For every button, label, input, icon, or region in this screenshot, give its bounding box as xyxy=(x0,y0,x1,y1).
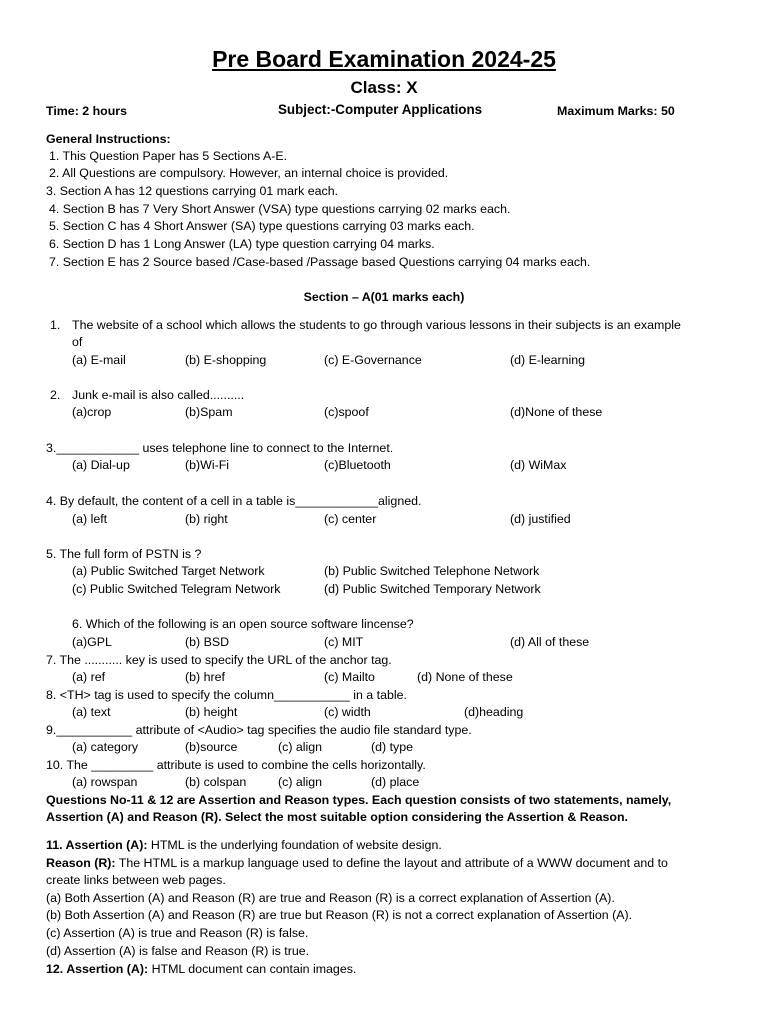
subject-label: Subject:-Computer Applications xyxy=(278,102,483,117)
option: (a) rowspan xyxy=(72,775,138,789)
option: (b)Spam xyxy=(185,405,233,419)
question-number: 1. xyxy=(50,318,61,332)
option: (b) Public Switched Telephone Network xyxy=(324,564,540,578)
option: (c) width xyxy=(324,705,371,719)
option: (a) Both Assertion (A) and Reason (R) are true and Reason (R) is a correct explanation of Assertion (A). xyxy=(46,891,615,905)
question-text-continued: of xyxy=(72,335,83,349)
option: (c) Mailto xyxy=(324,670,375,684)
option: (b) BSD xyxy=(185,635,230,649)
option: (a) text xyxy=(72,705,111,719)
question-text: 5. The full form of PSTN is ? xyxy=(46,547,202,561)
class-label: Class: X xyxy=(350,78,418,97)
option: (a) ref xyxy=(72,670,106,684)
option: (a) Dial-up xyxy=(72,458,130,472)
option: (a)GPL xyxy=(72,635,112,649)
option: (d) Public Switched Temporary Network xyxy=(324,582,541,596)
option: (d) place xyxy=(371,775,420,789)
option: (d)None of these xyxy=(510,405,603,419)
option: (a) E-mail xyxy=(72,353,126,367)
option: (c) Public Switched Telegram Network xyxy=(72,582,281,596)
option: (c) Assertion (A) is true and Reason (R) is false. xyxy=(46,926,309,940)
question-text: The website of a school which allows the students to go through various lessons in their subjects is an example xyxy=(72,318,681,332)
option: (a) Public Switched Target Network xyxy=(72,564,265,578)
option: (d) All of these xyxy=(510,635,590,649)
q12-assertion-text: HTML document can contain images. xyxy=(148,962,357,976)
instruction-item: 5. Section C has 4 Short Answer (SA) type questions carrying 03 marks each. xyxy=(49,219,475,233)
option: (b) E-shopping xyxy=(185,353,267,367)
instruction-item: 3. Section A has 12 questions carrying 01 mark each. xyxy=(46,184,339,198)
time-label: Time: 2 hours xyxy=(46,104,128,118)
instructions-heading: General Instructions: xyxy=(46,132,171,146)
option: (c) center xyxy=(324,512,377,526)
assertion-instructions: Questions No-11 & 12 are Assertion and Reason types. Each question consists of two statements, namely, xyxy=(46,793,672,807)
assertion-instructions: Assertion (A) and Reason (R). Select the most suitable option considering the Assertion & Reason. xyxy=(46,810,628,824)
q11-assertion-label: 11. Assertion (A): xyxy=(46,838,148,852)
instruction-item: 6. Section D has 1 Long Answer (LA) type question carrying 04 marks. xyxy=(49,237,435,251)
question-text: 7. The ........... key is used to specify the URL of the anchor tag. xyxy=(46,653,392,667)
option: (d) None of these xyxy=(417,670,513,684)
q12-assertion xyxy=(46,961,356,977)
question-text: 6. Which of the following is an open source software lincense? xyxy=(72,617,414,631)
question-number: 2. xyxy=(50,388,61,402)
option: (b) right xyxy=(185,512,228,526)
q11-reason-continued: create links between web pages. xyxy=(46,873,226,887)
instruction-item: 7. Section E has 2 Source based /Case-based /Passage based Questions carrying 04 marks each. xyxy=(49,255,591,269)
option: (d) justified xyxy=(510,512,571,526)
option: (c)Bluetooth xyxy=(324,458,391,472)
instruction-item: 1. This Question Paper has 5 Sections A-E. xyxy=(49,149,288,163)
question-text: 3.____________ uses telephone line to connect to the Internet. xyxy=(46,441,394,455)
question-text: 9.___________ attribute of <Audio> tag specifies the audio file standard type. xyxy=(46,723,472,737)
option: (d) E-learning xyxy=(510,353,586,367)
option: (a) left xyxy=(72,512,108,526)
q11-assertion-text: HTML is the underlying foundation of website design. xyxy=(147,838,442,852)
q11-reason xyxy=(46,855,668,871)
question-text: 10. The _________ attribute is used to combine the cells horizontally. xyxy=(46,758,426,772)
option: (b) Both Assertion (A) and Reason (R) are true but Reason (R) is not a correct explanation of Assertion (A). xyxy=(46,908,633,922)
option: (b) href xyxy=(185,670,225,684)
option: (c)spoof xyxy=(324,405,369,419)
section-a-heading: Section – A(01 marks each) xyxy=(303,290,465,304)
option: (b) height xyxy=(185,705,238,719)
option: (b)source xyxy=(185,740,238,754)
q12-assertion-label: 12. Assertion (A): xyxy=(46,962,149,976)
option: (b) colspan xyxy=(185,775,247,789)
q11-reason-label: Reason (R): xyxy=(46,856,116,870)
option: (c) align xyxy=(278,775,323,789)
q11-reason-text: The HTML is a markup language used to define the layout and attribute of a WWW document and to xyxy=(115,856,668,870)
option: (a) category xyxy=(72,740,139,754)
question-text: 8. <TH> tag is used to specify the column___________ in a table. xyxy=(46,688,407,702)
instruction-item: 2. All Questions are compulsory. However, an internal choice is provided. xyxy=(49,166,449,180)
option: (c) MIT xyxy=(324,635,364,649)
option: (d) type xyxy=(371,740,414,754)
exam-title: Pre Board Examination 2024-25 xyxy=(212,46,556,72)
option: (d)heading xyxy=(464,705,524,719)
option: (d) WiMax xyxy=(510,458,567,472)
option: (c) align xyxy=(278,740,323,754)
option: (d) Assertion (A) is false and Reason (R) is true. xyxy=(46,944,310,958)
question-text: 4. By default, the content of a cell in a table is____________aligned. xyxy=(46,494,422,508)
option: (b)Wi-Fi xyxy=(185,458,230,472)
max-marks-label: Maximum Marks: 50 xyxy=(557,104,675,118)
instruction-item: 4. Section B has 7 Very Short Answer (VSA) type questions carrying 02 marks each. xyxy=(49,202,511,216)
question-text: Junk e-mail is also called.......... xyxy=(72,388,245,402)
option: (a)crop xyxy=(72,405,112,419)
q11-assertion xyxy=(46,837,442,853)
option: (c) E-Governance xyxy=(324,353,422,367)
